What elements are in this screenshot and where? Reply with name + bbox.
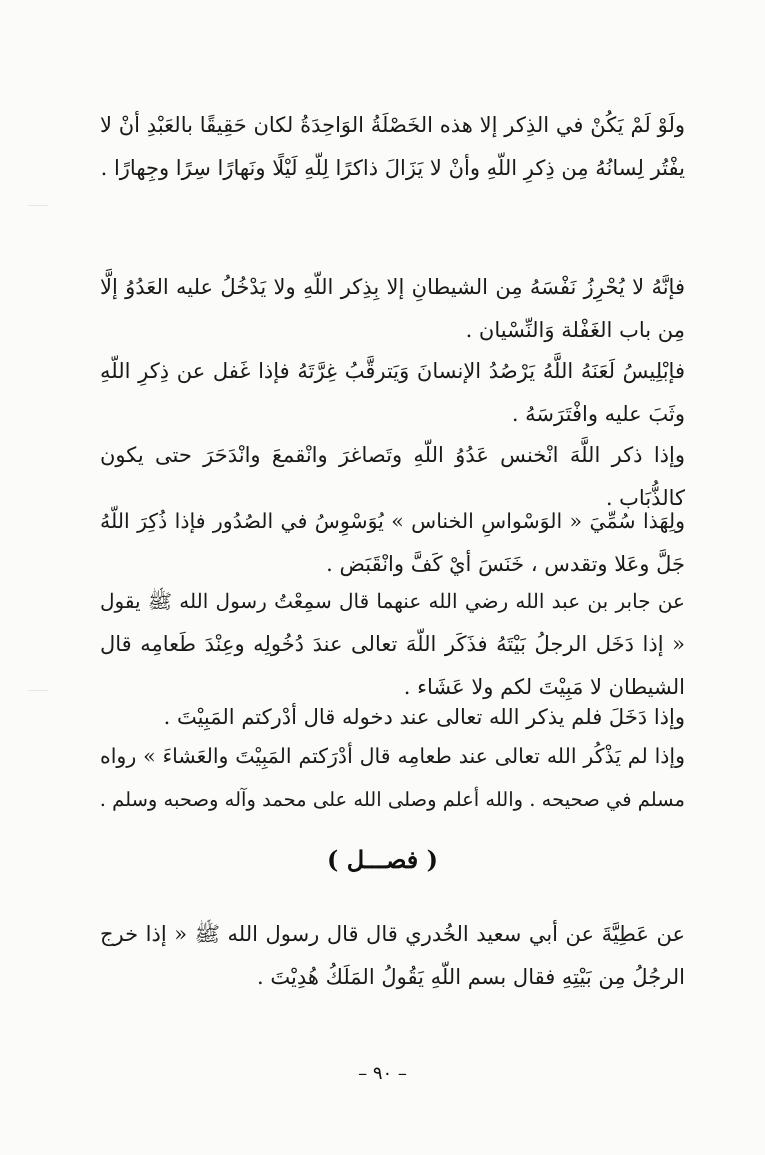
text-line: يفْتُر لِسانُهُ مِن ذِكرِ اللّهِ وأنْ لا يَزَالَ ذاكرًا لِلّهِ لَيْلًا ونَهارًا سِرًا وجِهارًا . xyxy=(100,156,685,180)
text-line: جَلَّ وعَلا وتقدس ، خَنَسَ أيْ كَفَّ وانْقَبَض . xyxy=(326,552,685,576)
paragraph-7 xyxy=(100,696,685,739)
paragraph-5 xyxy=(100,500,685,586)
paragraph-2 xyxy=(100,266,685,352)
paragraph-3 xyxy=(100,350,685,436)
text-line: عن عَطِيَّةَ عن أبي سعيد الخُدري قال قال رسول الله ﷺ « إذا خرج xyxy=(100,922,685,946)
text-line: وإذا دَخَلَ فلم يذكر الله تعالى عند دخوله قال أدْركتم المَبِيْتَ . xyxy=(163,705,685,729)
margin-mark xyxy=(28,690,48,691)
paragraph-1 xyxy=(100,104,685,190)
text-line: ولِهَذا سُمِّيَ « الوَسْواسِ الخناس » يُوَسْوِسُ في الصُدُور فإذا ذُكِرَ اللّهُ xyxy=(100,509,685,533)
text-line: وإذا ذكر اللَّهَ انْخنس عَدُوُ اللّهِ وتَصاغرَ وانْقمعَ وانْدَحَرَ حتى يكون xyxy=(100,443,685,467)
text-line: كالذُّبَاب . xyxy=(605,486,685,510)
paragraph-6 xyxy=(100,580,685,709)
text-line: « إذا دَخَل الرجلُ بَيْتَهُ فذَكَر اللّهَ تعالى عندَ دُخُولِه وعِنْدَ طَعامِه قال xyxy=(100,632,685,656)
text-line: وإذا لم يَذْكُر الله تعالى عند طعامِه قال أدْرَكتم المَبِيْتَ والعَشاءَ » رواه xyxy=(100,744,685,768)
text-line: الرجُلُ مِن بَيْتِهِ فقال بسم اللّهِ يَقُولُ المَلَكُ هُدِيْتَ . xyxy=(257,965,685,989)
page-number: – ٩٠ – xyxy=(358,1063,407,1084)
text-line: وثَبَ عليه وافْتَرَسَهُ . xyxy=(511,402,685,426)
section-title: ( فصـــل ) xyxy=(327,845,438,874)
text-line: ولَوْ لَمْ يَكُنْ في الذِكر إلا هذه الخَصْلَةُ الوَاحِدَةُ لكان حَقِيقًا بالعَبْدِ أنْ لا xyxy=(100,113,685,137)
margin-mark xyxy=(28,205,48,206)
paragraph-9 xyxy=(100,913,685,999)
text-line: الشيطان لا مَبِيْتَ لكم ولا عَشَاء . xyxy=(403,675,685,699)
paragraph-8 xyxy=(100,735,685,821)
text-line: مسلم في صحيحه . والله أعلم وصلى الله على محمد وآله وصحبه وسلم . xyxy=(99,788,685,811)
text-line: فإنَّهُ لا يُحْرِزُ نَفْسَهُ مِن الشيطانِ إلا بِذِكر اللّهِ ولا يَدْخُلُ عليه العَدُوُ إلَّا xyxy=(100,275,685,299)
text-line: عن جابر بن عبد الله رضي الله عنهما قال سمِعْتُ رسول الله ﷺ يقول xyxy=(100,589,685,613)
text-line: فإبْلِيسُ لَعَنَهُ اللَّهُ يَرْصُدُ الإنسانَ وَيَترقَّبُ غِرَّتَهُ فإذا غَفل عن ذِكرِ اللّهِ xyxy=(100,359,685,383)
text-line: مِن باب الغَفْلة وَالنِّسْيان . xyxy=(465,318,685,342)
